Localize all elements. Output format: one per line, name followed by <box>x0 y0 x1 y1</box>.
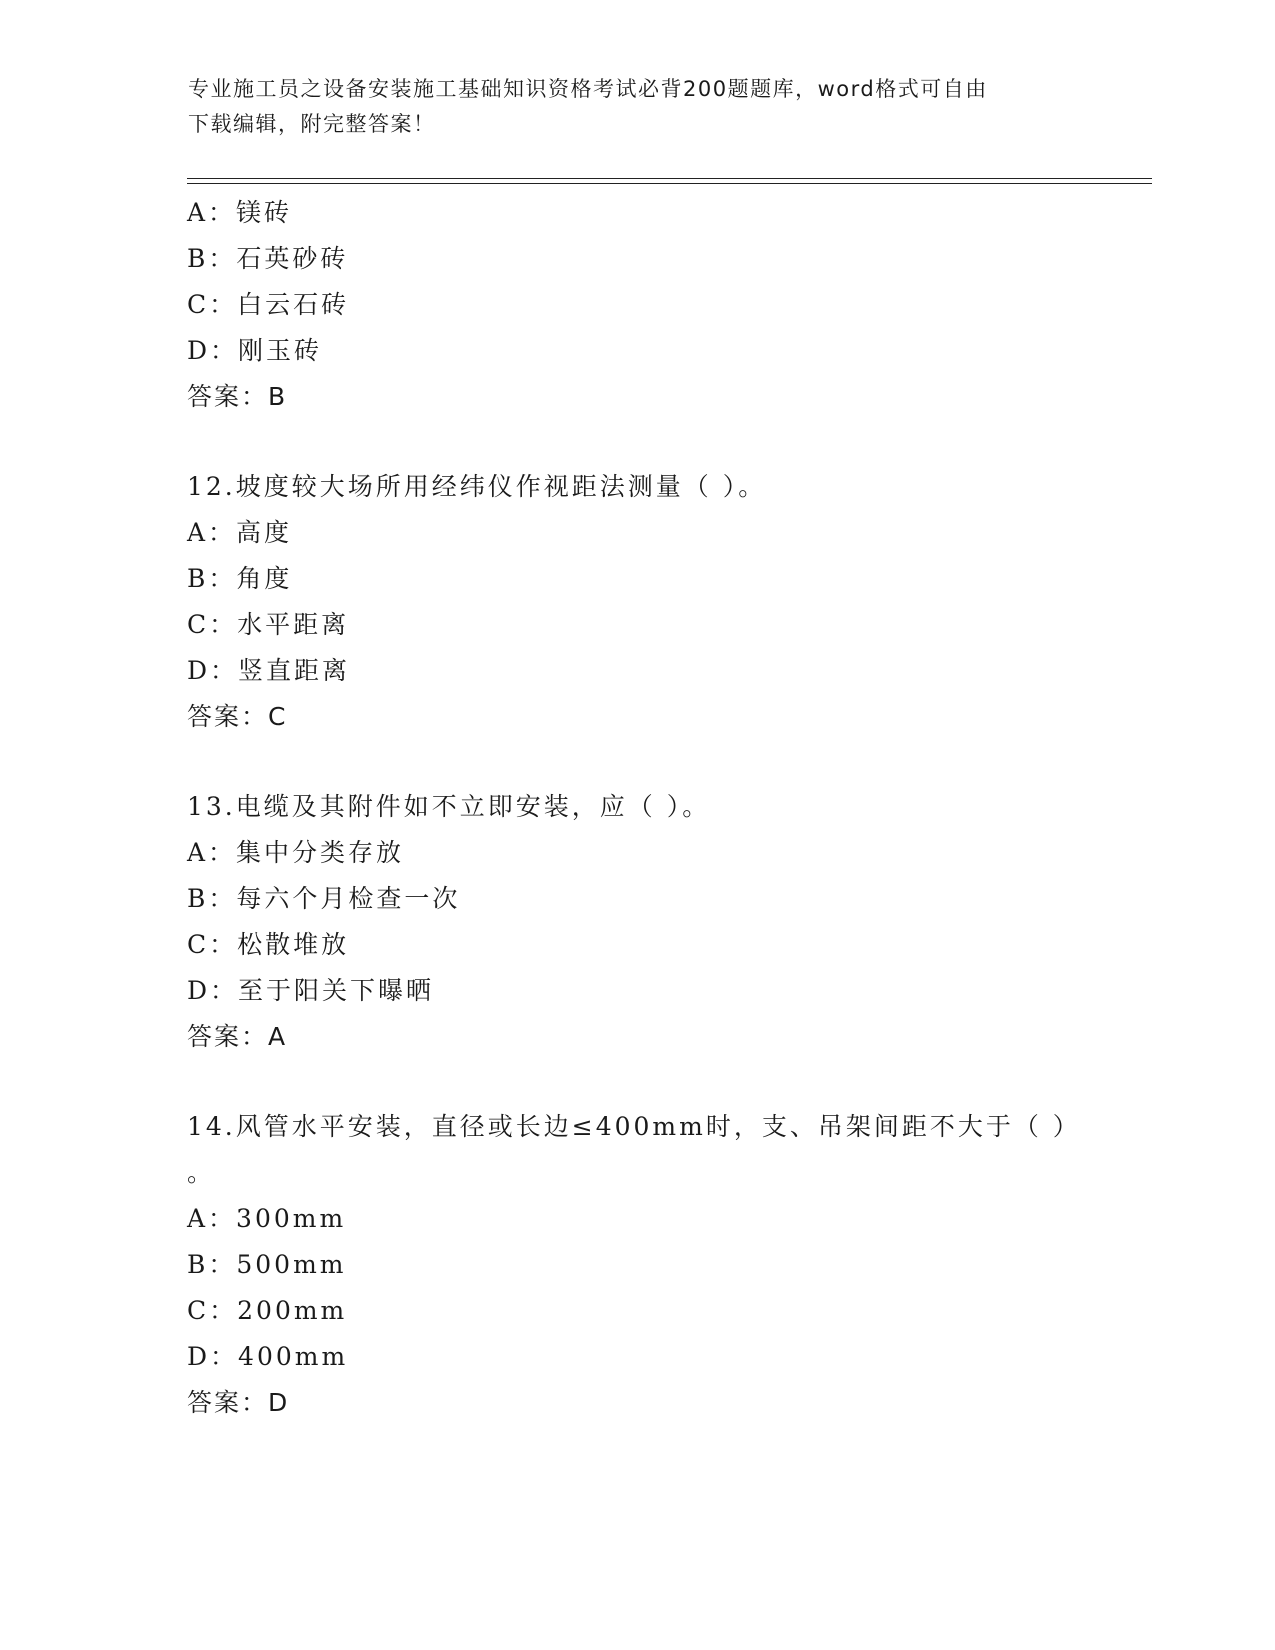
option-b: B：石英砂砖 <box>187 244 349 273</box>
header-title-line-1: 专业施工员之设备安装施工基础知识资格考试必背200题题库，word格式可自由 <box>188 77 988 101</box>
option-a: A：300mm <box>187 1204 347 1233</box>
answer-line: 答案：C <box>187 702 288 731</box>
option-b: B：角度 <box>187 564 293 593</box>
answer-line: 答案：B <box>187 382 288 411</box>
option-d: D：400mm <box>187 1342 349 1371</box>
answer-line: 答案：D <box>187 1388 290 1417</box>
question-block-prev <box>187 190 1087 420</box>
option-d: D：竖直距离 <box>187 656 351 685</box>
option-b: B：500mm <box>187 1250 347 1279</box>
header-divider-top <box>187 178 1152 179</box>
question-stem: 12.坡度较大场所用经纬仪作视距法测量（ ）。 <box>187 472 767 501</box>
option-b: B：每六个月检查一次 <box>187 884 461 913</box>
question-list <box>187 190 1087 1426</box>
header-title-line-2: 下载编辑，附完整答案！ <box>188 112 436 136</box>
option-a: A：高度 <box>187 518 293 547</box>
answer-line: 答案：A <box>187 1022 288 1051</box>
header-divider-bottom <box>187 183 1152 184</box>
question-block-13 <box>187 784 1087 1060</box>
option-a: A：集中分类存放 <box>187 838 405 867</box>
option-c: C：水平距离 <box>187 610 350 639</box>
option-c: C：白云石砖 <box>187 290 350 319</box>
option-c: C：200mm <box>187 1296 348 1325</box>
question-block-12 <box>187 464 1087 740</box>
document-header <box>188 72 1078 142</box>
question-stem: 14.风管水平安装，直径或长边≤400mm时，支、吊架间距不大于（ ） <box>187 1112 1081 1141</box>
option-d: D：刚玉砖 <box>187 336 323 365</box>
option-c: C：松散堆放 <box>187 930 350 959</box>
option-d: D：至于阳关下曝晒 <box>187 976 435 1005</box>
question-stem: 13.电缆及其附件如不立即安装，应（ ）。 <box>187 792 711 821</box>
option-a: A：镁砖 <box>187 198 293 227</box>
question-stem-continuation: 。 <box>187 1158 216 1187</box>
question-block-14 <box>187 1104 1087 1426</box>
